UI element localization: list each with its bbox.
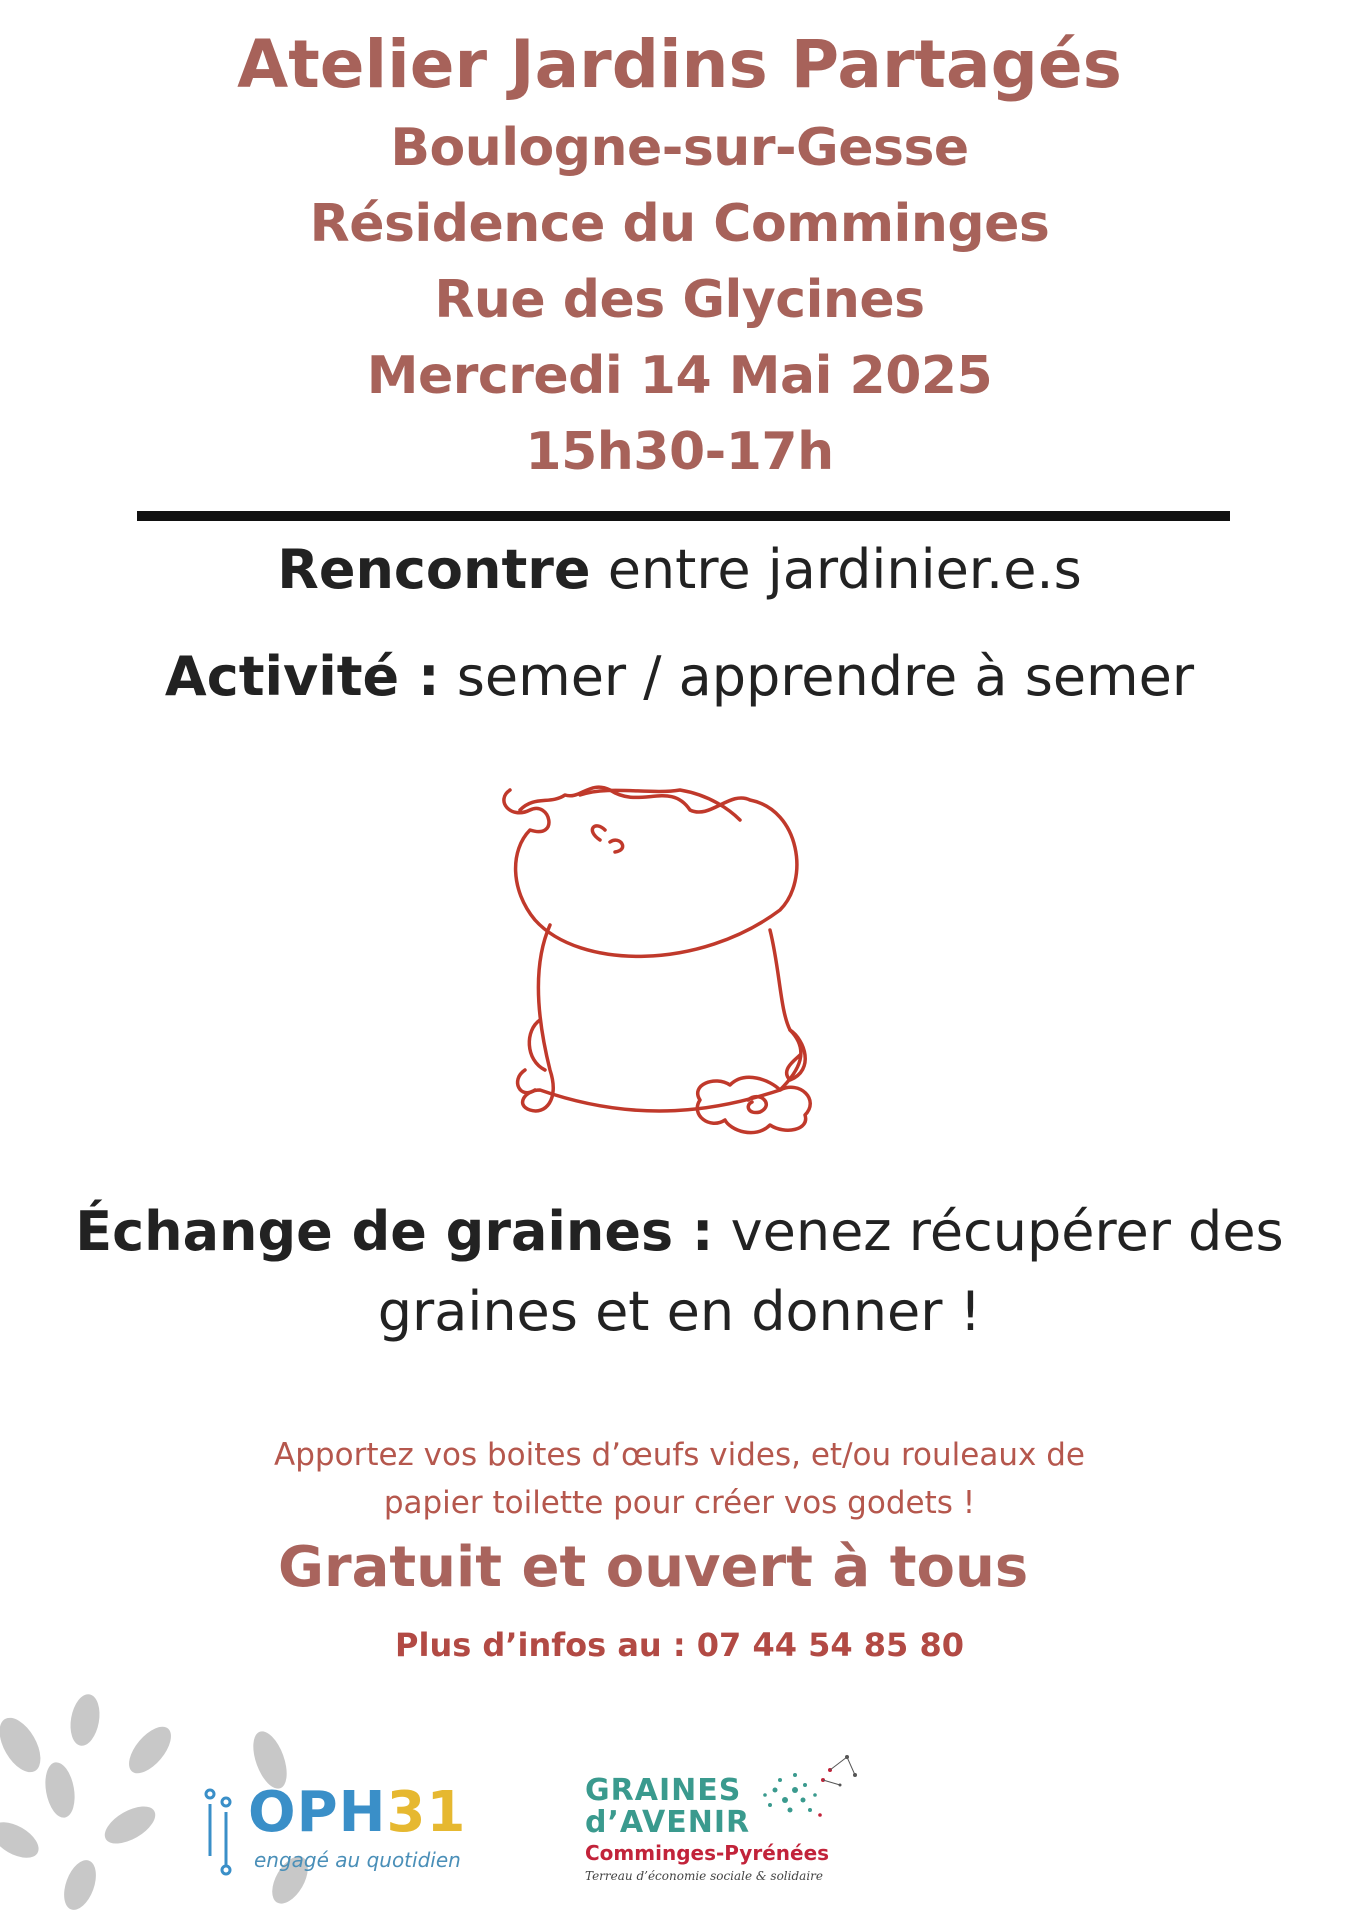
meet-rest: entre jardinier.e.s (590, 538, 1082, 601)
seed-sack-illustration (490, 770, 870, 1150)
oph-wordmark (248, 1780, 466, 1845)
event-residence: Résidence du Comminges (309, 194, 1050, 254)
meet-bold: Rencontre (277, 538, 591, 601)
event-time: 15h30-17h (525, 422, 834, 482)
ga-line-graines: GRAINES (585, 1773, 742, 1808)
activity-bold: Activité : (164, 645, 440, 708)
ga-line-avenir: d’AVENIR (585, 1805, 751, 1840)
free-open-banner: Gratuit et ouvert à tous (278, 1535, 1029, 1600)
oph-letters: OPH (248, 1780, 387, 1845)
exchange-line (0, 1200, 1359, 1263)
event-street: Rue des Glycines (434, 270, 925, 330)
event-city: Boulogne-sur-Gesse (390, 118, 969, 178)
sack-body (523, 925, 801, 1111)
seed-burst-icon (735, 1745, 865, 1845)
bring-note-line-1: Apportez vos boites d’œufs vides, et/ou rouleaux de (274, 1437, 1085, 1473)
exchange-line-2: graines et en donner ! (377, 1280, 982, 1343)
exchange-bold: Échange de graines : (75, 1200, 714, 1263)
exchange-rest: venez récupérer des (713, 1200, 1284, 1263)
event-date: Mercredi 14 Mai 2025 (366, 346, 993, 406)
activity-line (0, 645, 1359, 708)
oph-figure-icon (200, 1786, 240, 1876)
oph-tagline: engagé au quotidien (254, 1848, 461, 1872)
spilled-seed-mark (748, 1097, 766, 1113)
ga-line-tagline: Terreau d’économie sociale & solidaire (585, 1869, 823, 1883)
bring-note-line-2: papier toilette pour créer vos godets ! (383, 1485, 976, 1521)
ga-line-region: Comminges-Pyrénées (585, 1841, 830, 1865)
meet-line (0, 538, 1359, 601)
contact-phone: Plus d’infos au : 07 44 54 85 80 (395, 1626, 964, 1664)
oph31-logo (200, 1780, 467, 1880)
divider-line (137, 511, 1230, 521)
sack-seed-mark (592, 826, 622, 852)
event-title: Atelier Jardins Partagés (237, 26, 1122, 103)
activity-rest: semer / apprendre à semer (439, 645, 1195, 708)
graines-davenir-logo (585, 1745, 865, 1885)
oph-digits: 31 (386, 1780, 467, 1845)
